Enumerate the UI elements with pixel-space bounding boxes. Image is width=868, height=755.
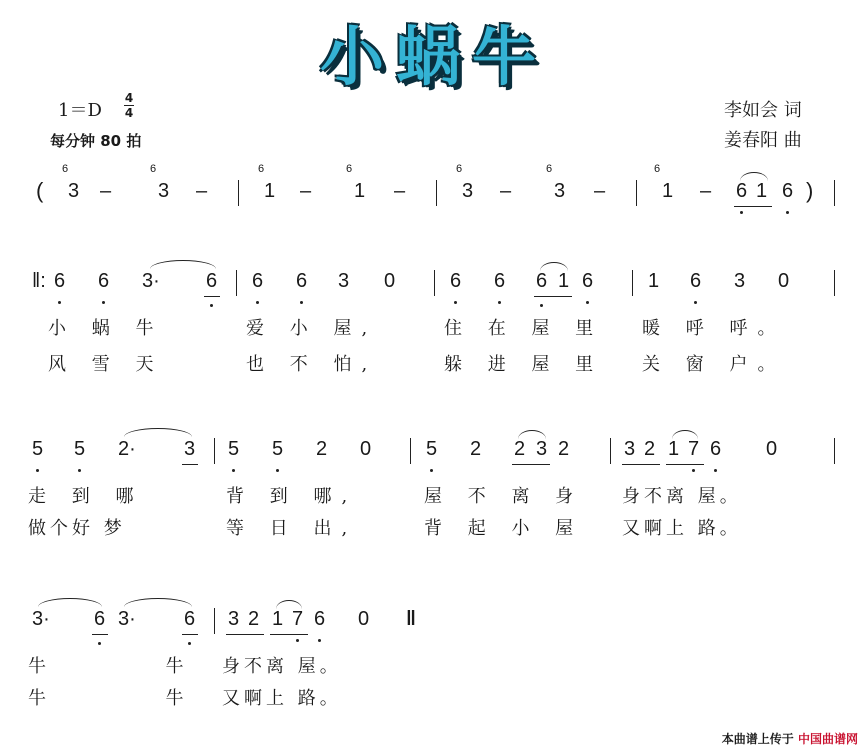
low-dot — [188, 642, 191, 645]
note: 3 — [734, 270, 746, 292]
low-dot — [692, 469, 695, 472]
bar-line — [834, 270, 835, 296]
low-dot — [300, 301, 303, 304]
low-dot — [232, 469, 235, 472]
dash: – — [196, 180, 208, 202]
note: 7 — [688, 438, 700, 460]
note: 0 — [778, 270, 790, 292]
music-line-1 — [0, 270, 868, 375]
lyric: 等 日 出, — [226, 518, 358, 539]
low-dot — [714, 469, 717, 472]
lyric: 背 起 小 屋 — [424, 518, 584, 539]
note: 6 — [536, 270, 548, 292]
slur — [518, 430, 546, 439]
note: 2 — [558, 438, 570, 460]
low-dot — [586, 301, 589, 304]
note: 2· — [118, 438, 136, 460]
bar-line — [632, 270, 633, 296]
lyric: 走 到 哪 — [28, 486, 144, 507]
note: 3 — [536, 438, 548, 460]
composer-credit: 姜春阳 曲 — [724, 130, 802, 151]
note: 1 — [354, 180, 366, 202]
tie — [38, 598, 102, 607]
note: 0 — [360, 438, 372, 460]
low-dot — [210, 304, 213, 307]
grace-note: 6 — [346, 163, 353, 175]
bar-line — [434, 270, 435, 296]
note: 6 — [690, 270, 702, 292]
beam-line — [512, 464, 550, 465]
tempo-marking: 每分钟 80 拍 — [50, 132, 142, 150]
grace-note: 6 — [654, 163, 661, 175]
site-brand: 中国曲谱网 — [797, 732, 858, 746]
bar-line — [214, 438, 215, 464]
note: 6 — [94, 608, 106, 630]
beam-line — [182, 464, 198, 465]
low-dot — [256, 301, 259, 304]
note: 5 — [228, 438, 240, 460]
grace-note: 6 — [456, 163, 463, 175]
note: 7 — [292, 608, 304, 630]
note: 6 — [314, 608, 326, 630]
note: 1 — [558, 270, 570, 292]
grace-note: 6 — [150, 163, 157, 175]
dash: – — [594, 180, 606, 202]
music-line-3 — [0, 608, 868, 709]
low-dot — [318, 639, 321, 642]
lyric: 又啊上 路。 — [622, 518, 742, 539]
beam-line — [734, 206, 772, 207]
time-signature — [124, 92, 134, 119]
note: 6 — [782, 180, 794, 202]
intro-line — [0, 163, 868, 240]
note: 6 — [582, 270, 594, 292]
low-dot — [36, 469, 39, 472]
note: 2 — [248, 608, 260, 630]
note: 3 — [462, 180, 474, 202]
lyric: 也 不 怕, — [246, 354, 378, 375]
lyric: 做个好 梦 — [28, 518, 126, 539]
low-dot — [102, 301, 105, 304]
song-title: 小蜗牛 — [320, 21, 548, 95]
bar-line — [436, 180, 437, 206]
dash: – — [500, 180, 512, 202]
grace-note: 6 — [62, 163, 69, 175]
low-dot — [786, 211, 789, 214]
bar-line — [238, 180, 239, 206]
note: 1 — [662, 180, 674, 202]
low-dot — [430, 469, 433, 472]
lyric: 住 在 屋 里 — [444, 318, 604, 339]
tie — [124, 428, 192, 437]
lyric: 身不离 屋。 — [622, 486, 742, 507]
note: 6 — [736, 180, 748, 202]
note: 6 — [494, 270, 506, 292]
lyric: 躲 进 屋 里 — [444, 354, 604, 375]
note: 1 — [756, 180, 768, 202]
lyric: 又啊上 路。 — [222, 688, 342, 709]
beam-line — [534, 296, 572, 297]
note: 5 — [272, 438, 284, 460]
beam-line — [92, 634, 108, 635]
bar-line — [236, 270, 237, 296]
time-bottom: 4 — [124, 106, 134, 120]
bar-line — [834, 180, 835, 206]
note: 3· — [142, 270, 160, 292]
note: 3 — [338, 270, 350, 292]
note: 2 — [316, 438, 328, 460]
footer-text: 本曲谱上传于 — [721, 732, 794, 746]
note: 1 — [272, 608, 284, 630]
repeat-start: ‖: — [32, 270, 46, 292]
note: 1 — [648, 270, 660, 292]
slur — [276, 600, 302, 609]
note: 6 — [710, 438, 722, 460]
note: 3 — [158, 180, 170, 202]
lyric: 暖 呼 呼。 — [642, 318, 786, 339]
lyric: 背 到 哪, — [226, 486, 358, 507]
beam-line — [226, 634, 264, 635]
note: 6 — [252, 270, 264, 292]
note: 5 — [32, 438, 44, 460]
grace-note: 6 — [546, 163, 553, 175]
source-footer — [722, 730, 858, 747]
grace-note: 6 — [258, 163, 265, 175]
slur — [672, 430, 698, 439]
bar-line — [410, 438, 411, 464]
lyric: 牛 牛 — [28, 656, 220, 677]
bar-line — [834, 438, 835, 464]
note: 2 — [514, 438, 526, 460]
note: 0 — [358, 608, 370, 630]
beam-line — [270, 634, 308, 635]
low-dot — [78, 469, 81, 472]
note: 3 — [228, 608, 240, 630]
low-dot — [540, 304, 543, 307]
beam-line — [666, 464, 704, 465]
note: 6 — [98, 270, 110, 292]
note: 5 — [74, 438, 86, 460]
dash: – — [300, 180, 312, 202]
lyric: 小 蜗 牛 — [48, 318, 164, 339]
dash: – — [100, 180, 112, 202]
note: 3· — [32, 608, 50, 630]
note: 3 — [68, 180, 80, 202]
note: 0 — [766, 438, 778, 460]
low-dot — [58, 301, 61, 304]
dash: – — [700, 180, 712, 202]
lyric: 风 雪 天 — [48, 354, 164, 375]
low-dot — [296, 639, 299, 642]
beam-line — [622, 464, 660, 465]
tie — [124, 598, 192, 607]
low-dot — [498, 301, 501, 304]
beam-line — [182, 634, 198, 635]
slur — [540, 262, 568, 271]
note: 1 — [668, 438, 680, 460]
note: 3 — [624, 438, 636, 460]
low-dot — [740, 211, 743, 214]
lyricist-credit: 李如会 词 — [724, 100, 802, 121]
bar-line — [214, 608, 215, 634]
low-dot — [276, 469, 279, 472]
note: 1 — [264, 180, 276, 202]
lyric: 关 窗 户。 — [642, 354, 786, 375]
lyric: 爱 小 屋, — [246, 318, 378, 339]
final-bar-line: ‖ — [406, 608, 416, 630]
lyric: 牛 牛 — [28, 688, 220, 709]
note: 3 — [184, 438, 196, 460]
lyric: 屋 不 离 身 — [424, 486, 584, 507]
low-dot — [98, 642, 101, 645]
note: 3 — [554, 180, 566, 202]
beam-line — [204, 296, 220, 297]
low-dot — [694, 301, 697, 304]
time-top: 4 — [124, 91, 134, 105]
bar-line — [610, 438, 611, 464]
note: 6 — [54, 270, 66, 292]
intro-close-paren: ) — [806, 178, 814, 203]
music-line-2 — [0, 438, 868, 539]
note: 0 — [384, 270, 396, 292]
lyric: 身不离 屋。 — [222, 656, 342, 677]
tie — [150, 260, 216, 269]
note: 2 — [470, 438, 482, 460]
slur — [740, 172, 768, 181]
key-signature: 1＝D — [58, 100, 102, 121]
low-dot — [454, 301, 457, 304]
note: 3· — [118, 608, 136, 630]
note: 6 — [184, 608, 196, 630]
note: 6 — [450, 270, 462, 292]
note: 6 — [206, 270, 218, 292]
note: 2 — [644, 438, 656, 460]
dash: – — [394, 180, 406, 202]
bar-line — [636, 180, 637, 206]
note: 5 — [426, 438, 438, 460]
note: 6 — [296, 270, 308, 292]
intro-open-paren: ( — [36, 178, 44, 203]
